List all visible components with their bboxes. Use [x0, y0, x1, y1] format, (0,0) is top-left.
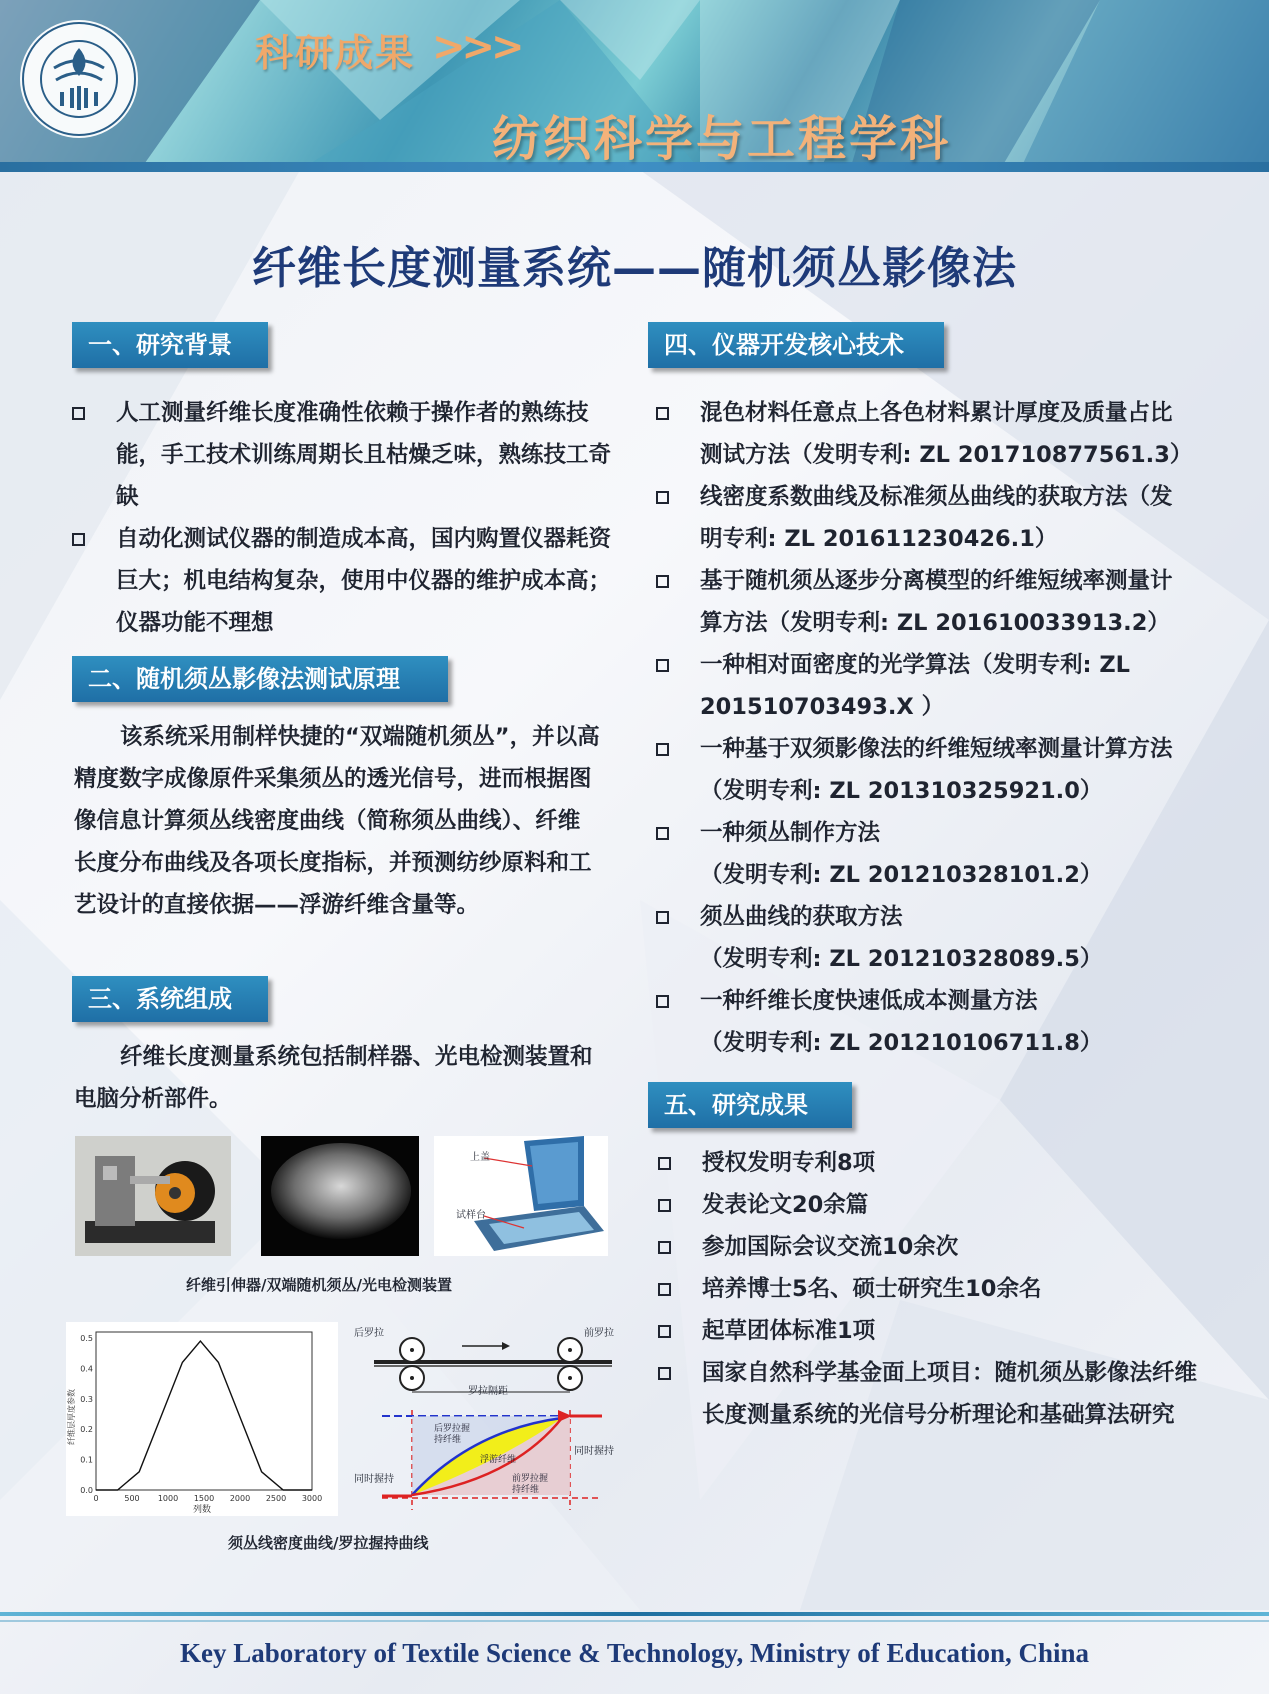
photoelectric-device-photo	[434, 1136, 608, 1256]
square-bullet-icon	[656, 659, 669, 672]
list-item: 国家自然科学基金面上项目：随机须丛影像法纤维 长度测量系统的光信号分析理论和基础算法研究	[658, 1352, 1238, 1436]
roller-gauge-label: 罗拉隔距	[468, 1386, 508, 1397]
list-item: 线密度系数曲线及标准须丛曲线的获取方法（发 明专利: ZL 201611230426.1）	[656, 476, 1216, 560]
devices-caption: 纤维引伸器/双端随机须丛/光电检测装置	[186, 1276, 452, 1294]
square-bullet-icon	[656, 743, 669, 756]
back-roller-held-label: 后罗拉握持纤维	[434, 1424, 471, 1445]
composition-text: 纤维长度测量系统包括制样器、光电检测装置和电脑分析部件。	[74, 1044, 593, 1112]
list-item: 授权发明专利8项	[658, 1142, 1238, 1184]
fiber-beard-photo	[261, 1136, 419, 1256]
scanner-stage-label: 试样台	[456, 1210, 486, 1221]
header-arrows: >>>	[432, 24, 521, 70]
y-tick-label: 0.0	[80, 1486, 93, 1495]
y-tick-label: 0.1	[80, 1455, 93, 1465]
research-label: 科研成果	[255, 31, 416, 75]
x-tick-label: 3000	[301, 1494, 323, 1503]
square-bullet-icon	[658, 1283, 671, 1296]
university-logo	[18, 18, 140, 140]
beard-density-chart	[66, 1322, 338, 1516]
list-item: 一种相对面密度的光学算法（发明专利: ZL 201510703493.X ）	[656, 644, 1216, 728]
front-roller-held-label: 前罗拉握持纤维	[512, 1474, 549, 1495]
square-bullet-icon	[658, 1241, 671, 1254]
square-bullet-icon	[658, 1157, 671, 1170]
core-tech-list	[656, 392, 1216, 1064]
floating-fiber-label: 浮游纤维	[480, 1455, 517, 1465]
background-list	[72, 392, 612, 644]
list-item: 基于随机须丛逐步分离模型的纤维短绒率测量计 算方法（发明专利: ZL 201610033913.2）	[656, 560, 1216, 644]
section-core-tech-heading: 四、仪器开发核心技术	[648, 322, 944, 368]
density-curve	[96, 1341, 312, 1490]
square-bullet-icon	[658, 1199, 671, 1212]
list-item: 一种须丛制作方法 （发明专利: ZL 201210328101.2）	[656, 812, 1216, 896]
x-tick-label: 2000	[229, 1494, 251, 1503]
section-results-heading: 五、研究成果	[648, 1082, 852, 1128]
x-tick-label: 500	[124, 1494, 140, 1503]
square-bullet-icon	[656, 575, 669, 588]
footer-divider	[0, 1612, 1269, 1616]
list-item: 混色材料任意点上各色材料累计厚度及质量占比 测试方法（发明专利: ZL 201710877561.3）	[656, 392, 1216, 476]
simultaneous-grip-right-label: 同时握持	[574, 1446, 614, 1457]
list-item: 人工测量纤维长度准确性依赖于操作者的熟练技能，手工技术训练周期长且枯燥乏味，熟练技工奇缺	[72, 392, 612, 518]
list-item: 培养博士5名、硕士研究生10余名	[658, 1268, 1238, 1310]
section-background-heading: 一、研究背景	[72, 322, 268, 368]
back-roller-label: 后罗拉	[354, 1328, 384, 1339]
x-tick-label: 0	[93, 1494, 99, 1503]
chart-frame	[96, 1332, 312, 1490]
list-item: 参加国际会议交流10余次	[658, 1226, 1238, 1268]
roller-grip-diagram	[352, 1320, 628, 1516]
chart-ylabel: 纤维层厚度参数	[67, 1389, 76, 1445]
square-bullet-icon	[656, 407, 669, 420]
y-tick-label: 0.2	[80, 1425, 93, 1435]
square-bullet-icon	[72, 407, 85, 420]
x-tick-label: 1000	[157, 1494, 179, 1503]
square-bullet-icon	[658, 1367, 671, 1380]
page-title: 纤维长度测量系统——随机须丛影像法	[252, 243, 1017, 294]
list-item: 起草团体标准1项	[658, 1310, 1238, 1352]
chart-xlabel: 列数	[192, 1505, 212, 1515]
principle-text: 该系统采用制样快捷的“双端随机须丛”，并以高精度数字成像原件采集须丛的透光信号，进而根据图像信息计算须丛线密度曲线（简称须丛曲线）、纤维长度分布曲线及各项长度指标，并预测纺纱原料和工艺设计的直接依据——浮游纤维含量等。	[74, 724, 600, 918]
curves-caption: 须丛线密度曲线/罗拉握持曲线	[228, 1534, 429, 1552]
list-item: 一种基于双须影像法的纤维短绒率测量计算方法 （发明专利: ZL 201310325921.0）	[656, 728, 1216, 812]
square-bullet-icon	[656, 995, 669, 1008]
list-item: 一种纤维长度快速低成本测量方法 （发明专利: ZL 201210106711.8）	[656, 980, 1216, 1064]
x-tick-label: 2500	[265, 1494, 287, 1503]
list-item: 须丛曲线的获取方法 （发明专利: ZL 201210328089.5）	[656, 896, 1216, 980]
square-bullet-icon	[656, 491, 669, 504]
y-tick-label: 0.5	[80, 1334, 93, 1344]
discipline-title: 纺织科学与工程学科	[492, 111, 952, 167]
section-principle-heading: 二、随机须丛影像法测试原理	[72, 656, 448, 702]
square-bullet-icon	[72, 533, 85, 546]
section-composition-heading: 三、系统组成	[72, 976, 268, 1022]
square-bullet-icon	[658, 1325, 671, 1338]
y-tick-label: 0.4	[80, 1364, 93, 1374]
footer-lab-name: Key Laboratory of Textile Science & Technology, Ministry of Education, China	[179, 1638, 1090, 1668]
x-tick-label: 1500	[193, 1494, 215, 1503]
front-roller-label: 前罗拉	[584, 1328, 614, 1339]
square-bullet-icon	[656, 827, 669, 840]
square-bullet-icon	[656, 911, 669, 924]
list-item: 自动化测试仪器的制造成本高，国内购置仪器耗资巨大；机电结构复杂，使用中仪器的维护成本高；仪器功能不理想	[72, 518, 612, 644]
scanner-lid-label: 上盖	[470, 1152, 490, 1163]
y-tick-label: 0.3	[80, 1394, 93, 1404]
list-item: 发表论文20余篇	[658, 1184, 1238, 1226]
footer-divider-thin	[0, 1620, 1269, 1622]
simultaneous-grip-left-label: 同时握持	[354, 1474, 394, 1485]
results-list	[658, 1142, 1238, 1436]
fiber-extender-photo	[75, 1136, 231, 1256]
